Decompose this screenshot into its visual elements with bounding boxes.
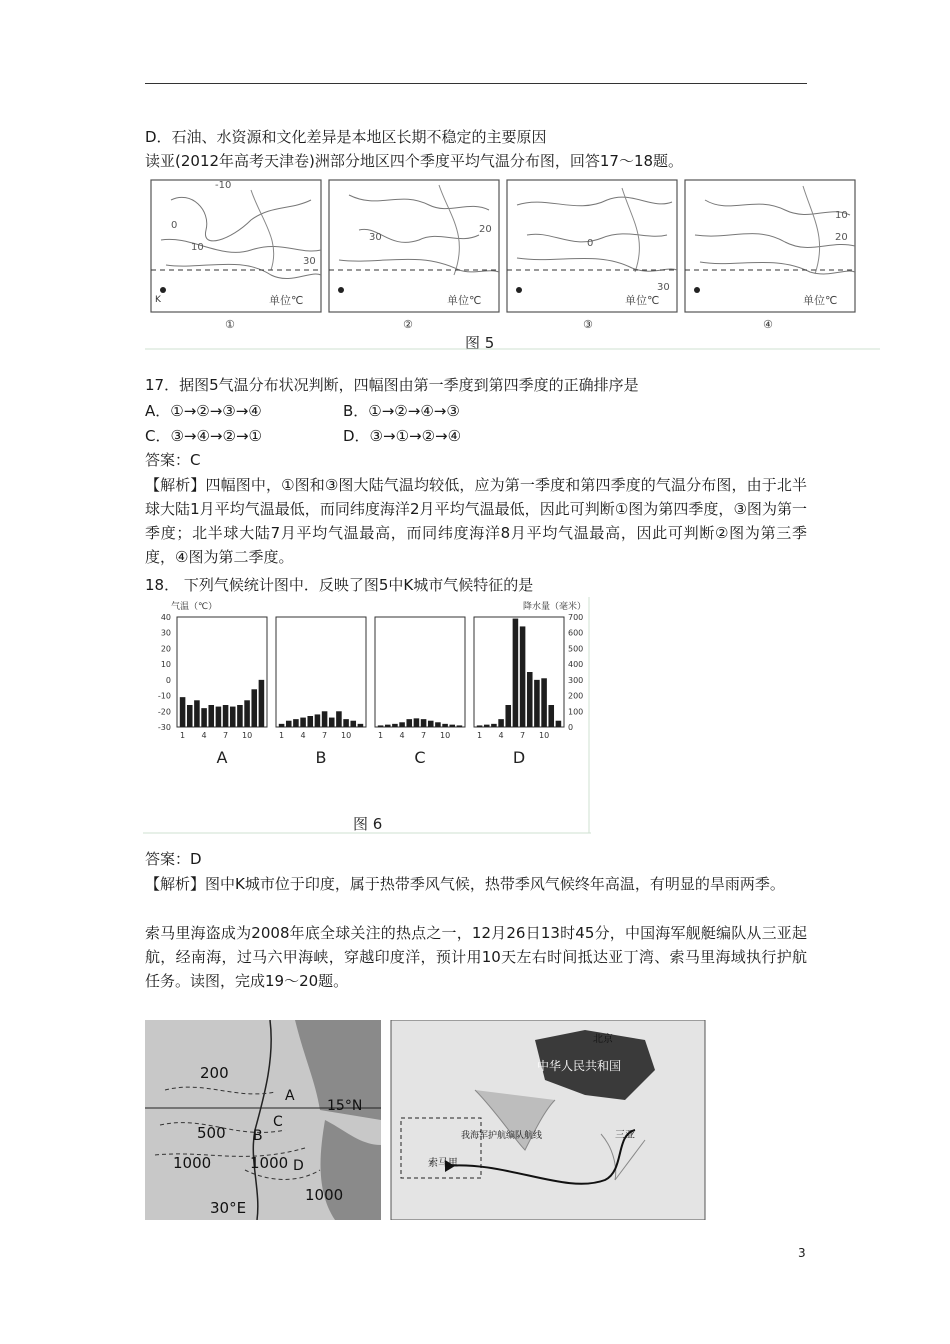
x-tick-label: 7 <box>223 731 229 740</box>
q18-answer: 答案：D <box>145 850 202 868</box>
isotherm-label: 30 <box>369 232 382 243</box>
unit-label: 单位℃ <box>269 294 304 307</box>
precipitation-bar <box>350 721 356 727</box>
precipitation-bar <box>293 719 299 727</box>
previous-option-d: D．石油、水资源和文化差异是本地区长期不稳定的主要原因 <box>145 128 547 146</box>
precipitation-bar <box>223 705 229 727</box>
red-sea-map <box>145 1020 381 1220</box>
precipitation-bar <box>484 725 490 727</box>
panel-label: ② <box>403 318 413 331</box>
chart-panel-label: D <box>512 748 526 767</box>
x-tick-label: 10 <box>241 731 253 740</box>
precipitation-bar <box>244 700 250 727</box>
precipitation-bar <box>358 724 364 727</box>
y-right-tick-label: 100 <box>568 707 584 717</box>
precipitation-bar <box>406 719 412 727</box>
figure-6-caption: 图 6 <box>353 815 383 833</box>
precipitation-bar <box>237 705 243 727</box>
panel-label: ① <box>225 318 235 331</box>
precipitation-bar <box>505 705 511 727</box>
map-panel-4 <box>685 180 855 312</box>
precipitation-bar <box>286 721 292 727</box>
isotherm-label: 30 <box>303 256 316 267</box>
precipitation-bar <box>548 705 554 727</box>
map-panel-1 <box>151 180 321 312</box>
precipitation-bar <box>251 689 257 727</box>
y-right-axis-label: 降水量（毫米） <box>523 602 587 612</box>
x-tick-label: 10 <box>538 731 550 740</box>
map-panel-2 <box>329 180 499 312</box>
q17-stem: 17．据图5气温分布状况判断，四幅图由第一季度到第四季度的正确排序是 <box>145 376 639 394</box>
q17-answer: 答案：C <box>145 451 201 469</box>
precipitation-bar <box>300 718 306 727</box>
map-panel-3 <box>507 180 677 312</box>
precipitation-bar <box>449 725 455 727</box>
y-right-tick-label: 600 <box>568 628 584 638</box>
precipitation-bar <box>322 711 328 727</box>
isotherm-label: 0 <box>587 238 594 249</box>
precipitation-bar <box>457 725 463 727</box>
contour-label: 1000 <box>250 1154 289 1172</box>
precipitation-bar <box>421 719 427 727</box>
x-tick-label: 4 <box>498 731 504 740</box>
unit-label: 单位℃ <box>625 294 660 307</box>
precipitation-bar <box>477 725 483 727</box>
precipitation-bar <box>194 700 200 727</box>
x-tick-label: 4 <box>201 731 207 740</box>
precipitation-bar <box>399 722 405 727</box>
escort-route-map <box>391 1020 705 1220</box>
y-right-tick-label: 300 <box>568 675 584 685</box>
chart-panel-label: B <box>315 748 327 767</box>
precipitation-bar <box>541 678 547 727</box>
precipitation-bar <box>428 721 434 727</box>
q17-option-b: B．①→②→④→③ <box>343 402 460 420</box>
q17-analysis: 【解析】四幅图中，①图和③图大陆气温均较低，应为第一季度和第四季度的气温分布图，由于北半球大陆1月平均气温最低，而同纬度海洋2月平均气温最低，因此可判断①图为第四季度，③图为第一季度；北半球大陆7月平均气温最高，而同纬度海洋8月平均气温最高，因此可判断②图为第三季度，④图为第二季度。 <box>145 476 807 566</box>
precipitation-bar <box>187 705 193 727</box>
precipitation-bar <box>230 707 236 727</box>
y-left-tick-label: 30 <box>160 628 171 638</box>
precipitation-bar <box>336 711 342 727</box>
isotherm-label: 10 <box>191 242 204 253</box>
y-left-axis-label: 气温（℃） <box>171 602 218 612</box>
x-tick-label: 7 <box>421 731 427 740</box>
q17-option-d: D．③→①→②→④ <box>343 427 462 445</box>
x-tick-label: 10 <box>439 731 451 740</box>
y-left-tick-label: -10 <box>157 691 171 701</box>
y-left-tick-label: 10 <box>160 660 171 670</box>
figure-5 <box>145 172 880 352</box>
precipitation-bar <box>513 619 519 727</box>
precipitation-bar <box>343 719 349 727</box>
contour-label: 1000 <box>305 1186 344 1204</box>
precipitation-bar <box>259 680 265 727</box>
figure-5-caption: 图 5 <box>465 334 495 352</box>
precipitation-bar <box>329 718 335 727</box>
y-left-tick-label: 0 <box>165 675 171 685</box>
precipitation-bar <box>216 707 222 727</box>
q18-analysis: 【解析】图中K城市位于印度，属于热带季风气候，热带季风气候终年高温，有明显的旱雨两季。 <box>145 875 785 893</box>
x-tick-label: 1 <box>477 731 483 740</box>
x-tick-label: 1 <box>180 731 186 740</box>
chart-panel-label: A <box>216 748 228 767</box>
precipitation-bar <box>208 705 214 727</box>
y-left-tick-label: -20 <box>157 707 171 717</box>
somalia-label: 索马里 <box>428 1158 458 1169</box>
precipitation-bar <box>180 697 186 727</box>
figure-6-chart <box>143 597 591 835</box>
q18-stem: 18． 下列气候统计图中．反映了图5中K城市气候特征的是 <box>145 576 534 594</box>
panel-label: ④ <box>763 318 773 331</box>
precipitation-bar <box>534 680 540 727</box>
isotherm-label: 30 <box>657 282 670 293</box>
passage-text: 索马里海盗成为2008年底全球关注的热点之一，12月26日13时45分，中国海军舰艇编队从三亚起航，经南海，过马六甲海峡，穿越印度洋，预计用10天左右时间抵达亚丁湾、索马里海域执行护航任务。读图，完成19～20题。 <box>145 924 807 990</box>
precipitation-bar <box>520 626 526 727</box>
header-rule <box>145 83 807 84</box>
contour-label: 1000 <box>173 1154 212 1172</box>
x-tick-label: 4 <box>399 731 405 740</box>
y-right-tick-label: 400 <box>568 660 584 670</box>
precipitation-bar <box>378 725 384 727</box>
precipitation-bar <box>435 722 441 727</box>
precipitation-bar <box>279 724 285 727</box>
chart-panel-label: C <box>414 748 426 767</box>
y-left-tick-label: 20 <box>160 644 171 654</box>
x-tick-label: 10 <box>340 731 352 740</box>
contour-label: 500 <box>197 1124 226 1142</box>
precipitation-bar <box>385 725 391 727</box>
unit-label: 单位℃ <box>803 294 838 307</box>
panel-label: ③ <box>583 318 593 331</box>
x-tick-label: 7 <box>322 731 328 740</box>
y-right-tick-label: 500 <box>568 644 584 654</box>
point-c-label: C <box>273 1114 283 1130</box>
y-right-tick-label: 200 <box>568 691 584 701</box>
precipitation-bar <box>527 672 533 727</box>
precipitation-bar <box>491 724 497 727</box>
isotherm-label: 20 <box>479 224 492 235</box>
x-tick-label: 7 <box>520 731 526 740</box>
y-left-tick-label: 40 <box>160 613 171 622</box>
intro-text: 读亚(2012年高考天津卷)洲部分地区四个季度平均气温分布图，回答17～18题。 <box>145 152 684 170</box>
y-right-tick-label: 700 <box>568 613 584 622</box>
point-d-label: D <box>293 1158 304 1174</box>
isotherm-label: 10 <box>835 210 848 221</box>
y-right-tick-label: 0 <box>568 723 574 732</box>
precipitation-bar <box>392 724 398 727</box>
precipitation-bar <box>315 714 321 727</box>
q17-option-a: A．①→②→③→④ <box>145 402 262 420</box>
isotherm-label: -10 <box>215 180 232 191</box>
x-tick-label: 1 <box>378 731 384 740</box>
chart-panel-frame <box>276 617 366 727</box>
chart-panel-frame <box>375 617 465 727</box>
precipitation-bar <box>307 716 313 727</box>
isotherm-label: 0 <box>171 220 178 231</box>
city-k-label: K <box>155 295 161 305</box>
isotherm-label: 20 <box>835 232 848 243</box>
precipitation-bar <box>498 719 504 727</box>
unit-label: 单位℃ <box>447 294 482 307</box>
somalia-maps <box>145 1020 711 1220</box>
sanya-label: 三亚 <box>615 1130 635 1141</box>
y-left-tick-label: -30 <box>157 723 171 732</box>
precipitation-bar <box>556 721 562 727</box>
route-label: 我海军护航编队航线 <box>461 1131 543 1141</box>
contour-label: 200 <box>200 1064 229 1082</box>
precipitation-bar <box>201 708 207 727</box>
x-tick-label: 1 <box>279 731 285 740</box>
page-number: 3 <box>798 1246 806 1260</box>
x-tick-label: 4 <box>300 731 306 740</box>
beijing-label: 北京 <box>593 1034 613 1045</box>
precipitation-bar <box>442 724 448 727</box>
latitude-label: 15°N <box>327 1098 363 1114</box>
precipitation-bar <box>414 718 420 727</box>
q17-option-c: C．③→④→②→① <box>145 427 262 445</box>
point-b-label: B <box>253 1128 263 1144</box>
china-label: 中华人民共和国 <box>537 1059 622 1073</box>
point-a-label: A <box>285 1088 295 1104</box>
longitude-label: 30°E <box>210 1199 247 1217</box>
